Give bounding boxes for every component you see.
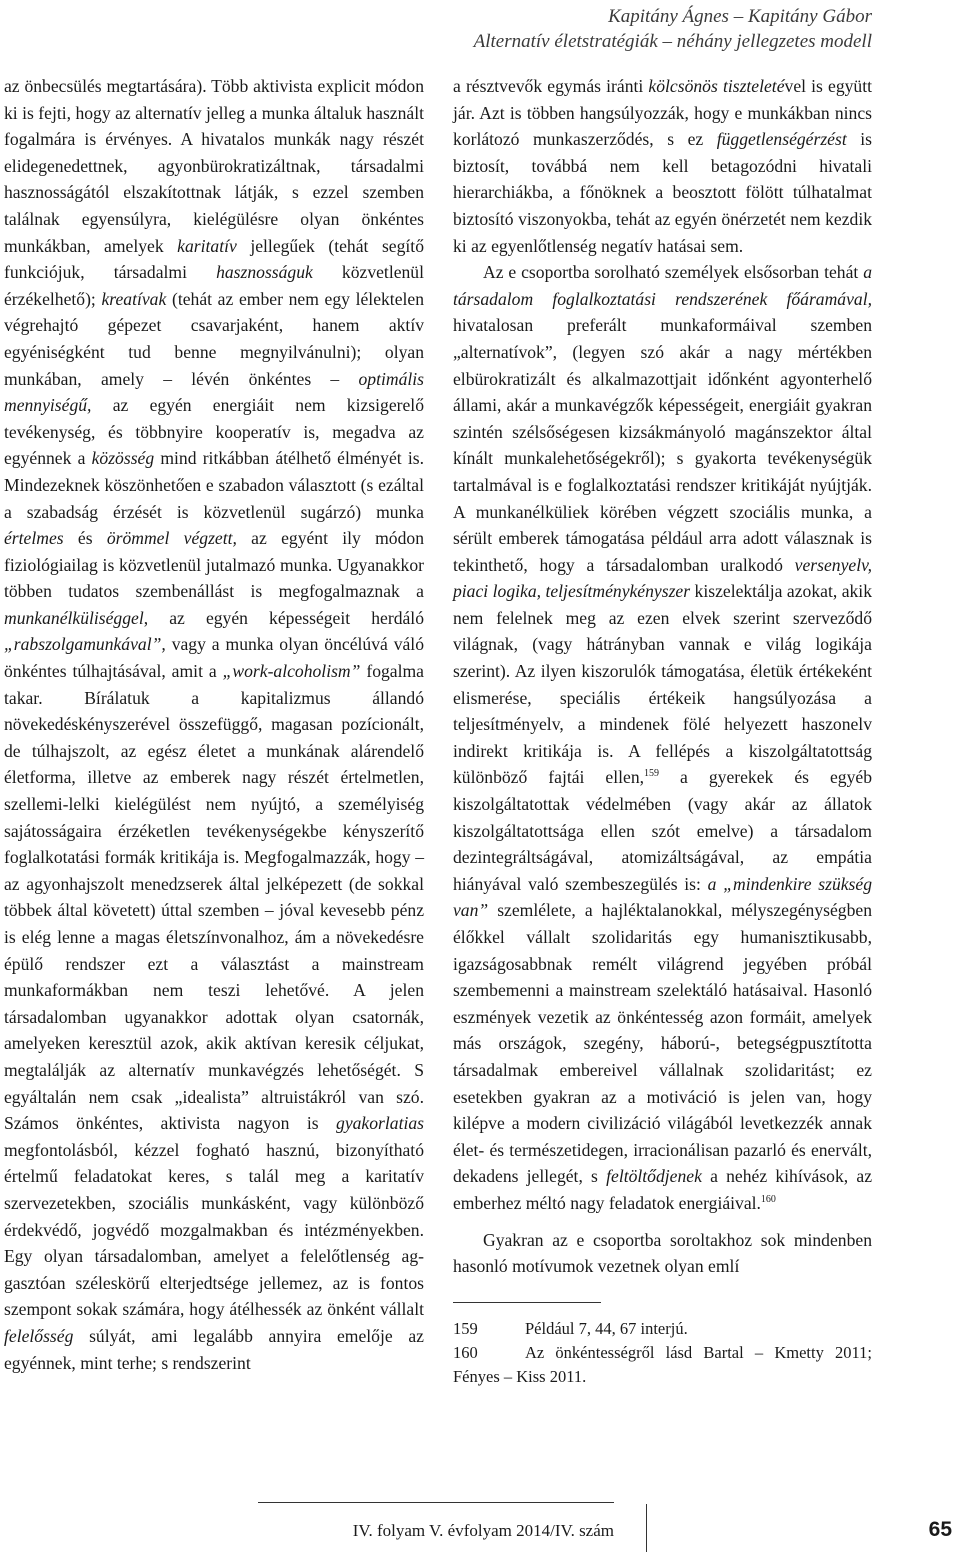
footnote-divider	[453, 1302, 601, 1303]
body-paragraph: Gyakran az e csoportba soroltakhoz sok mindenben hasonló motívumok vezetnek olyan emlí	[453, 1229, 872, 1277]
page-number: 65	[928, 1518, 952, 1541]
footnote: 160 Az önkéntességről lásd Bartal – Kmetty 2011; Fényes – Kiss 2011.	[453, 1342, 872, 1386]
header-title: Alternatív életstratégiák – néhány jellegzetes modell	[473, 31, 872, 52]
header-authors: Kapitány Ágnes – Kapitány Gábor	[608, 6, 872, 27]
left-column	[4, 73, 424, 1376]
right-column	[453, 73, 872, 1389]
running-header	[474, 4, 872, 54]
body-paragraph: a résztvevők egymás iránti kölcsönös tiszteletével is együtt jár. Azt is többen hangsúlyozzák, hogy e munkákban nincs korlátozó munkaszerződés, s ez függetlenségérzést is biztosít, továbbá nem kell betagozódni hivatali hierarchiákba, a főnöknek a beosztott fölött túlhatalmat biztosító viszonyokba, tehát az egyén önérzetét nem kezdik ki az egyenlőtlenség negatív hatásai sem.	[453, 76, 872, 256]
body-paragraph: az önbecsülés megtartására). Több aktivista explicit módon ki is fejti, hogy az alternatív jelleg a munka általuk használt fogalmára is érvényes. A hivatalos munkák nagy részét elidegenedettnek, agyonbürokratizáltnak, társadalmi hasznosságától elszakítottnak látják, s ezzel szemben találnak egyensúlyra, kielégülésre olyan önkéntes munkákban, amelyek karitatív jellegűek (tehát segítő funkciójuk, társadalmi hasznosságuk közvetlenül érzékelhető); kreatívak (tehát az ember nem egy lélektelen végrehajtó gépezet csavarjaként, hanem aktív egyéniségként tud benne megnyilvánulni); olyan munkában, amely – lévén önkéntes – optimális mennyiségű, az egyén energiáit nem kizsigerelő tevékenység, és többnyire kooperatív is, megadva az egyénnek a közösség mind ritkábban átélhető élményét is. Mindezeknek köszönhetően e szabadon választott (s ezáltal a szabadság érzését is közvetlenül sugárzó) munka értelmes és örömmel végzett, az egyént ily módon fiziológiailag is közvetlenül jutalmazó munka. Ugyanakkor többen tudatos szembenállást is megfogalmaznak a munkanélküliséggel, az egyén képességeit herdáló „rabszolgamunkával”, vagy a munka olyan öncélúvá váló önkéntes túlhajtásával, amit a „work-alcoholism” fogalma takar. Bírálatuk a kapitalizmus állandó növekedéskényszerével összefüggő, magasan pozícionált, de túlhajszolt, az egész életet a munkának alárendelő életforma, illetve az emberek nagy részét értelmetlen, szellemi-lelki kielégülést nem nyújtó, a személyiség sajátosságaira érzéketlen tevékenységekbe kényszerítő foglalkotatási formák kritikája is. Megfogalmazzák, hogy – az agyonhajszolt menedzserek által jelképezett (de sokkal többek által követett) úttal szemben – jóval kevesebb pénz is elég lenne a magas életszínvonalhoz, ám a növekedésre épülő rendszer ezt a választást a mainstream munkaformákban nem teszi lehetővé. A jelen társadalomban ugyanakkor adottak olyan csatornák, amelyeken keresztül azok, akik aktívan keresik céljukat, megtalálják az alternatív munkavégzés lehetőségét. S egyáltalán nem csak „idealista” altruistákról van szó. Számos önkéntes, aktivista nagyon is gyakorlatias megfontolásból, kézzel fogható hasznú, bizonyítható értelmű feladatokat keres, s talál meg a karitatív szervezetekben, szociális munkásként, vagy különböző érdekvédő, jogvédő mozgalmakban és intézményekben. Egy olyan társadalomban, amelyet a felelőtlenség aggasztóan széleskörű elterjedtsége jellemez, az is fontos szempont sokak számára, hogy átélhessék az önként vállalt felelősség súlyát, ami legalább annyira emelője az egyénnek, mint terhe; s rendszerint	[4, 76, 424, 1373]
footnote-ref-160[interactable]: 160	[760, 1194, 776, 1206]
body-paragraph: Az e csoportba sorolható személyek elsősorban tehát a társadalom foglalkoztatási rendszerének főáramával, hivatalosan preferált munkaformáival szemben „alternatívok”, (legyen szó akár a nagy mértékben elbürokratizált és alkalmazottjait időnként agyonterhelő állami, akár a munkavégzők képességeit, energiáit gyakran szintén szélsőségesen kizsákmányoló magánszektor által kínált munkalehetőségekről); s gyakorta tevékenységük tartalmával is e foglalkoztatási rendszer kritikáját nyújtják. A munkanélküliek körében végzett szociális munka, a sérült emberek támogatása például arra adott válasznak is tekinthető, hogy a társadalomban uralkodó versenyelv, piaci logika, teljesítménykényszer kiszelektálja azokat, akik nem felelnek meg az ezen elvek szerint szerveződő világnak, (vagy hátrányban vannak e világ logikája szerint). Az ilyen kiszorulók támogatása, életük értékeként elismerése, speciális értékeik hangsúlyozása a teljesítményelv, a mindenek fölé helyezett haszonelv indirekt kritikája is. A fellépés a kiszolgáltatottság különböző fajtái ellen,$^{159}$ a gyerekek és egyéb kiszolgáltatottak védelmében (vagy akár az állatok kiszolgáltatottsága ellen szót emelve) a társadalom dezintegráltságával, atomizáltságával, az empátia hiányával való szembeszegülés is: a „mindenkire szükség van” szemlélete, a hajléktalanokkal, mélyszegénységben élőkkel vállalt szolidaritás egy humanisztikusabb, igazságosabbnak remélt világrend jegyében próbál szembemenni a mainstream szelektáló hatásaival. Hasonló eszmények vezetik az önkéntesség azon formáit, amelyek más országok, szegény, háború-, betegségpusztította társadalmak embereivel vállalnak szolidaritást; ez esetekben gyakran az a motiváció is jelen van, hogy kilépve a modern civilizáció világából levetkezzék annak élet- és természetidegen, irracionálisan pazarló és enervált, dekadens jellegét, s feltöltődjenek a nehéz kihívások, az emberhez méltó nagy feladatok energiáival.$^{160}$	[453, 262, 872, 1213]
footnote: 159 Például 7, 44, 67 interjú.	[453, 1318, 688, 1338]
footer-divider	[258, 1502, 614, 1503]
footer-separator	[646, 1504, 647, 1552]
footnote-ref-159[interactable]: 159	[644, 768, 660, 780]
footer-volume: IV. folyam V. évfolyam 2014/IV. szám	[352, 1521, 614, 1540]
